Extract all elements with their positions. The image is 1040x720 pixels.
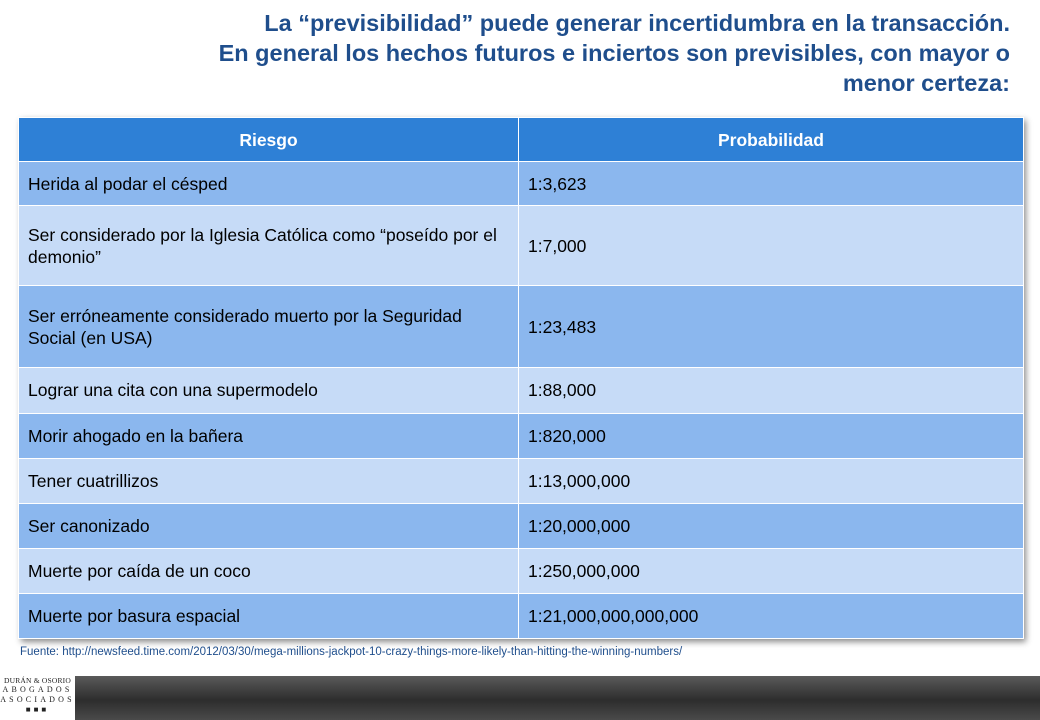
header-probability: Probabilidad (519, 118, 1024, 162)
source-citation: Fuente: http://newsfeed.time.com/2012/03/30/mega-millions-jackpot-10-crazy-things-more-likely-than-hitting-the-winning-numbers/ (20, 646, 683, 658)
logo-line-1: DURÁN & OSORIO (4, 676, 71, 685)
risk-cell: Tener cuatrillizos (19, 458, 519, 503)
title-line-2: En general los hechos futuros e inciertos son previsibles, con mayor o (218, 40, 1010, 66)
probability-cell: 1:20,000,000 (519, 503, 1024, 548)
title-line-3: menor certeza: (842, 70, 1010, 96)
probability-cell: 1:21,000,000,000,000 (519, 593, 1024, 638)
probability-cell: 1:23,483 (519, 286, 1024, 368)
title-line-1: La “previsibilidad” puede generar incertidumbra en la transacción. (264, 10, 1010, 36)
probability-cell: 1:13,000,000 (519, 458, 1024, 503)
probability-cell: 1:7,000 (519, 206, 1024, 286)
logo-line-2: ABOGADOS (2, 685, 73, 694)
header-risk: Riesgo (19, 118, 519, 162)
risk-cell: Muerte por caída de un coco (19, 548, 519, 593)
risk-cell: Muerte por basura espacial (19, 593, 519, 638)
risk-probability-table (18, 117, 1024, 639)
risk-table-container (18, 117, 1023, 639)
table-row (19, 286, 1024, 368)
table-row (19, 206, 1024, 286)
risk-cell: Herida al podar el césped (19, 162, 519, 206)
probability-cell: 1:820,000 (519, 413, 1024, 458)
risk-cell: Ser erróneamente considerado muerto por la Seguridad Social (en USA) (19, 286, 519, 368)
probability-cell: 1:3,623 (519, 162, 1024, 206)
risk-cell: Ser canonizado (19, 503, 519, 548)
risk-cell: Ser considerado por la Iglesia Católica como “poseído por el demonio” (19, 206, 519, 286)
logo-line-3: ASOCIADOS (0, 695, 75, 704)
table-row (19, 548, 1024, 593)
probability-cell: 1:88,000 (519, 368, 1024, 413)
table-row (19, 368, 1024, 413)
probability-cell: 1:250,000,000 (519, 548, 1024, 593)
firm-logo (0, 674, 75, 720)
table-row (19, 458, 1024, 503)
table-row (19, 503, 1024, 548)
footer-bar (75, 676, 1040, 720)
logo-mark-icon: ■■■ (25, 705, 50, 714)
risk-cell: Lograr una cita con una supermodelo (19, 368, 519, 413)
slide-title (70, 8, 1010, 98)
table-header-row (19, 118, 1024, 162)
table-row (19, 162, 1024, 206)
table-row (19, 413, 1024, 458)
table-row (19, 593, 1024, 638)
risk-cell: Morir ahogado en la bañera (19, 413, 519, 458)
